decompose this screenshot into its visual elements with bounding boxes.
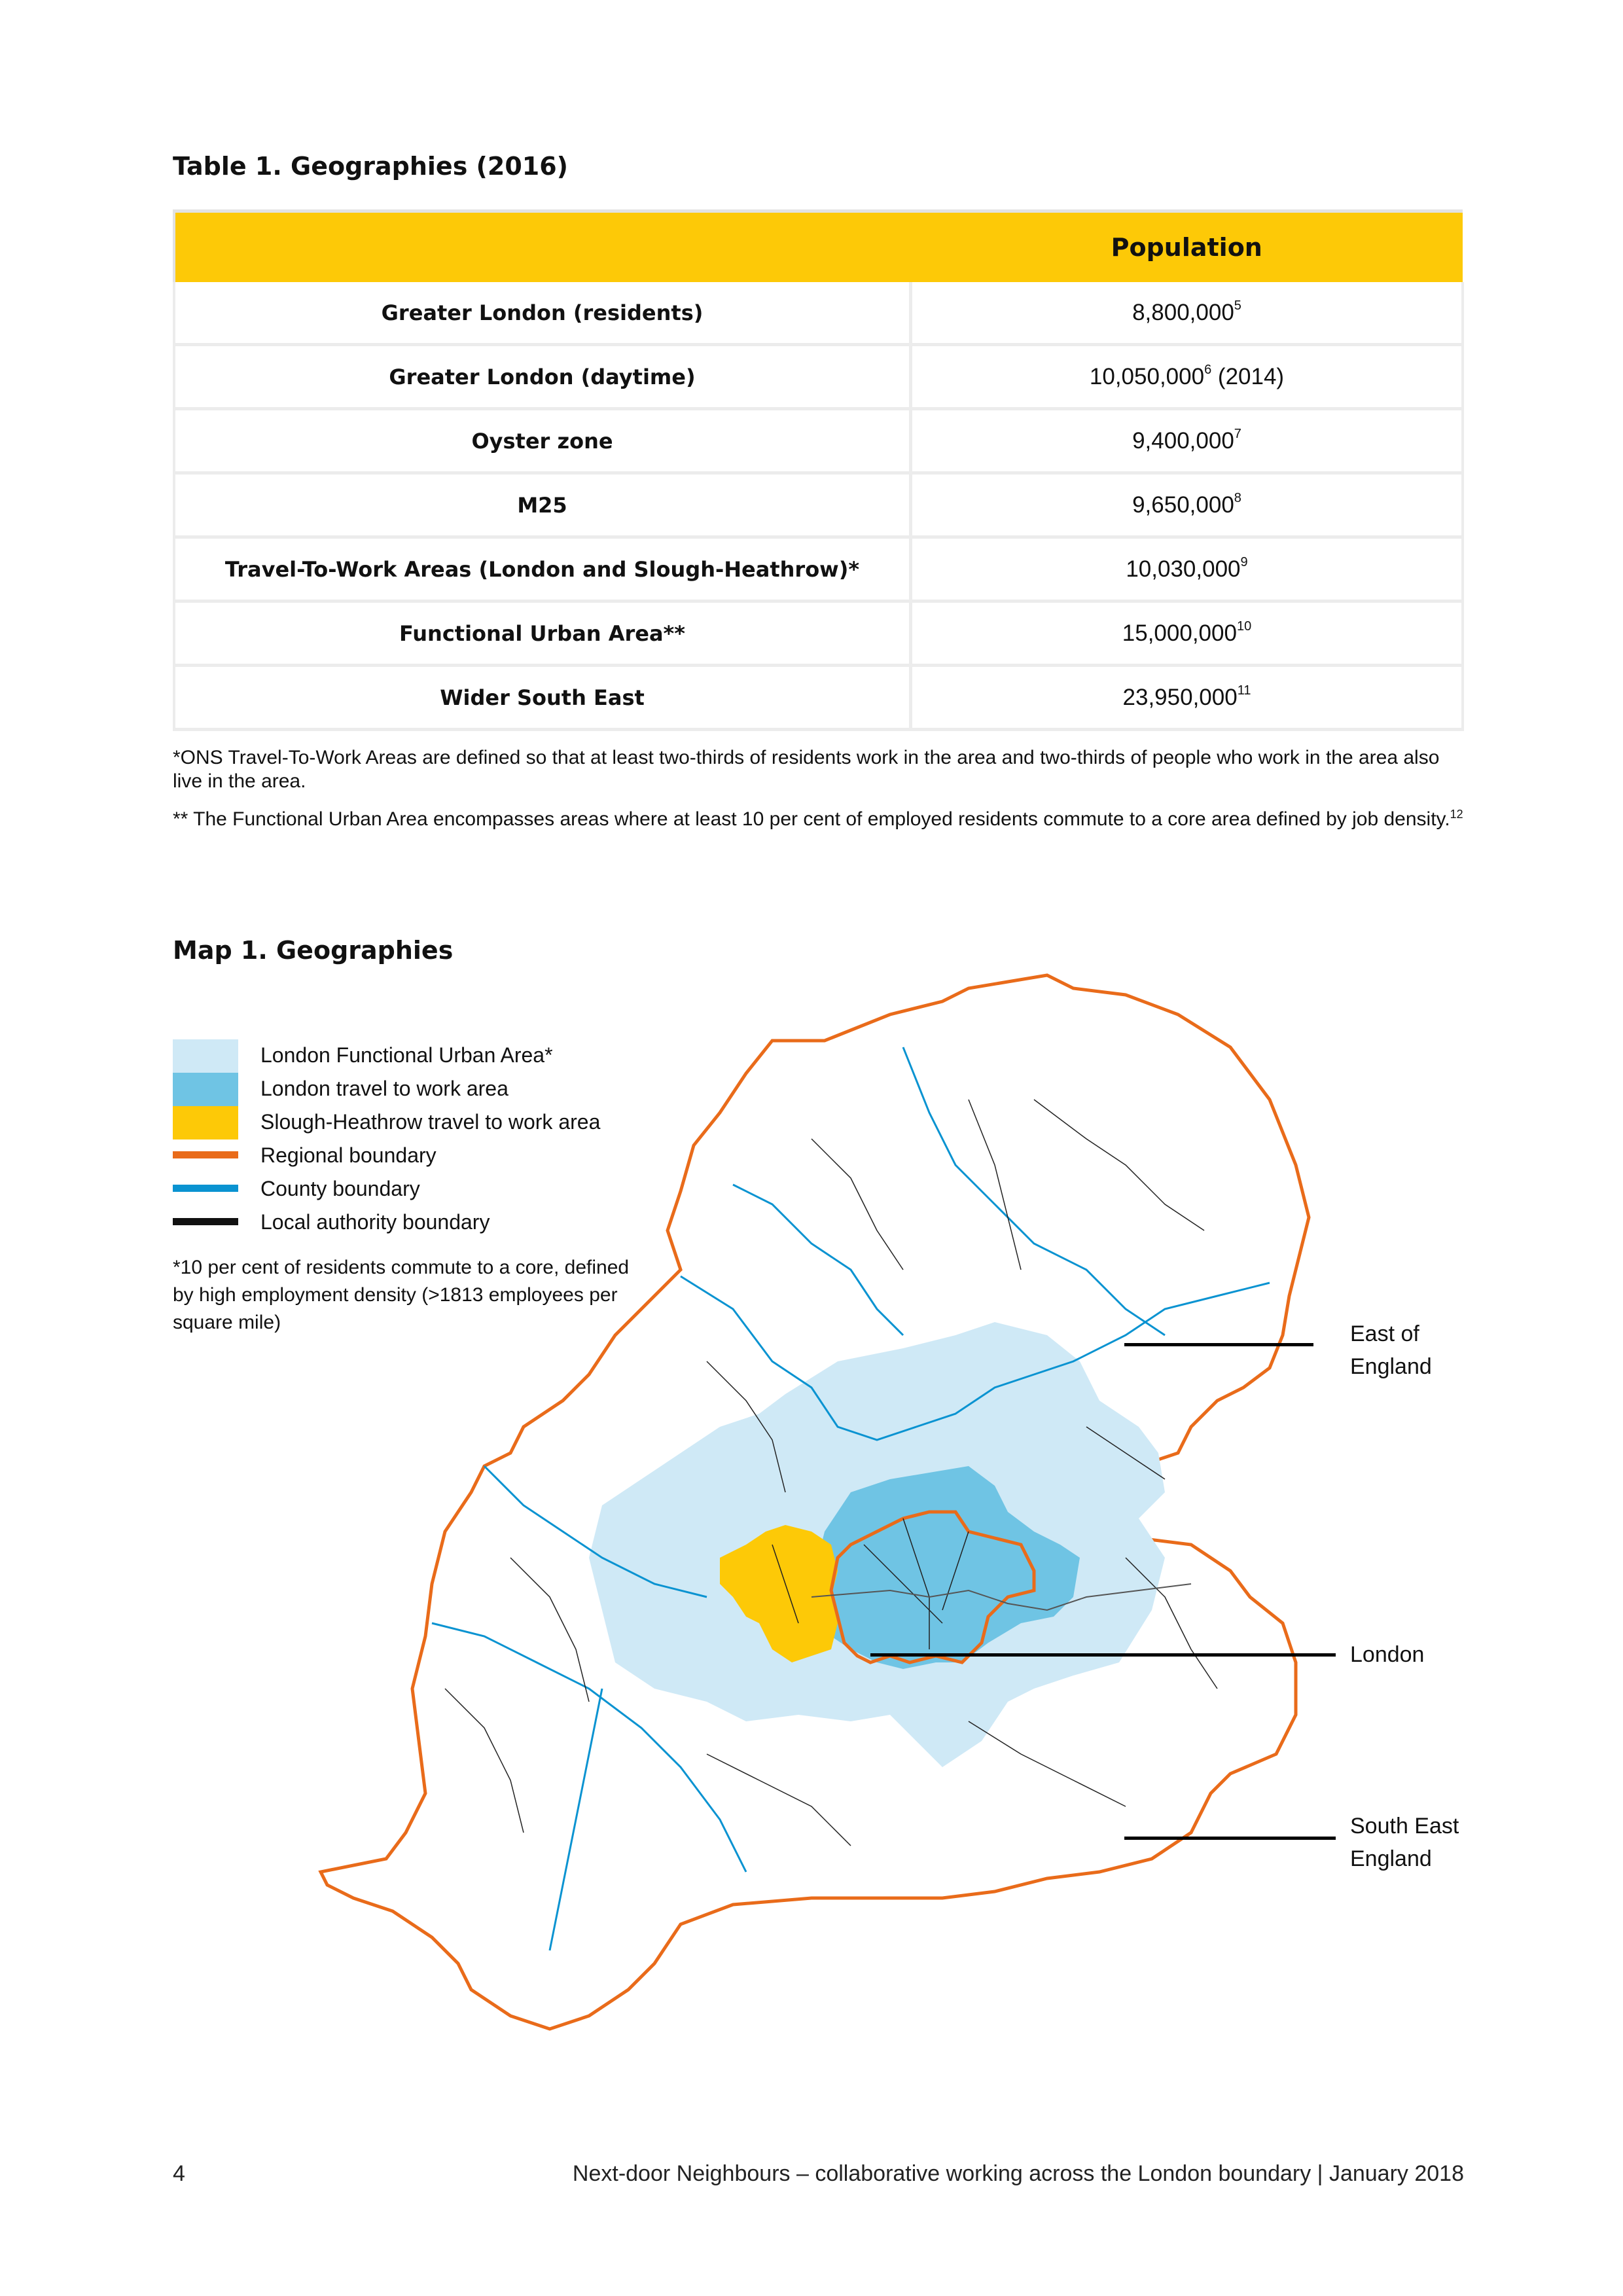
label-south-east-england xyxy=(1350,1810,1459,1875)
row-label: Greater London (daytime) xyxy=(174,345,911,409)
legend-note: *10 per cent of residents commute to a core, defined by high employment density (>1813 employees per square mile) xyxy=(173,1257,630,1333)
header-population: Population xyxy=(911,211,1463,283)
footnote-ref: 11 xyxy=(1237,683,1251,698)
table-row xyxy=(174,345,1463,409)
population-value: 9,650,000 xyxy=(1132,492,1234,518)
london-leader-line xyxy=(870,1653,1336,1657)
population-value: 9,400,000 xyxy=(1132,427,1234,454)
row-population xyxy=(911,345,1463,409)
row-population xyxy=(911,666,1463,730)
legend-label-local: Local authority boundary xyxy=(260,1210,490,1234)
table-row xyxy=(174,409,1463,473)
population-value: 10,050,000 xyxy=(1089,363,1205,389)
legend-swatch-slough-ttwa xyxy=(173,1106,238,1139)
label-east-of-england xyxy=(1350,1318,1432,1383)
row-population xyxy=(911,409,1463,473)
population-value: 8,800,000 xyxy=(1132,299,1234,325)
population-value: 15,000,000 xyxy=(1122,620,1237,646)
footnote-ref: 6 xyxy=(1204,362,1212,377)
label-london: London xyxy=(1350,1642,1425,1667)
label-south-east-england-line1: South East xyxy=(1350,1814,1459,1839)
geographies-map xyxy=(314,969,1387,2094)
legend-line-county xyxy=(173,1185,238,1192)
footnote-ref: 5 xyxy=(1234,298,1241,313)
population-value: 23,950,000 xyxy=(1122,684,1238,710)
row-population xyxy=(911,601,1463,666)
footnote-ref: 9 xyxy=(1240,554,1248,569)
map-title: Map 1. Geographies xyxy=(173,936,454,965)
row-label: Wider South East xyxy=(174,666,911,730)
legend-swatch-london-ttwa xyxy=(173,1073,238,1106)
table-title: Table 1. Geographies (2016) xyxy=(173,152,569,181)
table-row xyxy=(174,282,1463,345)
row-label: Greater London (residents) xyxy=(174,282,911,345)
east-of-england-leader-line xyxy=(1124,1343,1313,1346)
row-population xyxy=(911,282,1463,345)
footnote-ref: 10 xyxy=(1236,619,1252,634)
page-number: 4 xyxy=(173,2161,185,2186)
label-east-of-england-line1: East of xyxy=(1350,1321,1419,1346)
table-note-1 xyxy=(173,746,1464,793)
table-row xyxy=(174,601,1463,666)
table-note-1-text: *ONS Travel-To-Work Areas are defined so that at least two-thirds of residents work in the area and two-thirds of people who work in the area also live in the area. xyxy=(173,747,1440,792)
table-note-2-ref: 12 xyxy=(1450,808,1463,821)
table-row xyxy=(174,666,1463,730)
label-east-of-england-line2: England xyxy=(1350,1354,1432,1379)
label-south-east-england-line2: England xyxy=(1350,1846,1432,1871)
row-population xyxy=(911,537,1463,601)
legend-label-regional: Regional boundary xyxy=(260,1143,437,1167)
table-row xyxy=(174,537,1463,601)
table-note-2-text: ** The Functional Urban Area encompasses areas where at least 10 per cent of employed residents commute to a core area defined by job density. xyxy=(173,808,1450,830)
row-population xyxy=(911,473,1463,537)
header-label-cell xyxy=(174,211,911,283)
legend-label-slough-ttwa: Slough-Heathrow travel to work area xyxy=(260,1110,601,1134)
population-note: (2014) xyxy=(1211,363,1285,389)
legend-line-regional xyxy=(173,1151,238,1158)
legend-label-london-ttwa: London travel to work area xyxy=(260,1077,508,1100)
footnote-ref: 8 xyxy=(1234,490,1241,505)
footer-title: Next-door Neighbours – collaborative working across the London boundary | January 2018 xyxy=(572,2161,1464,2186)
table-header-row xyxy=(174,211,1463,283)
legend-line-local xyxy=(173,1218,238,1225)
footnote-ref: 7 xyxy=(1234,426,1241,441)
south-east-england-leader-line xyxy=(1124,1837,1336,1840)
legend-label-fua: London Functional Urban Area* xyxy=(260,1043,553,1067)
row-label: Oyster zone xyxy=(174,409,911,473)
row-label: Functional Urban Area** xyxy=(174,601,911,666)
row-label: Travel-To-Work Areas (London and Slough-Heathrow)* xyxy=(174,537,911,601)
geographies-table xyxy=(173,209,1464,731)
row-label: M25 xyxy=(174,473,911,537)
legend-swatch-fua xyxy=(173,1039,238,1073)
table-note-2 xyxy=(173,802,1464,831)
table-row xyxy=(174,473,1463,537)
population-value: 10,030,000 xyxy=(1126,556,1241,582)
legend-label-county: County boundary xyxy=(260,1177,420,1200)
